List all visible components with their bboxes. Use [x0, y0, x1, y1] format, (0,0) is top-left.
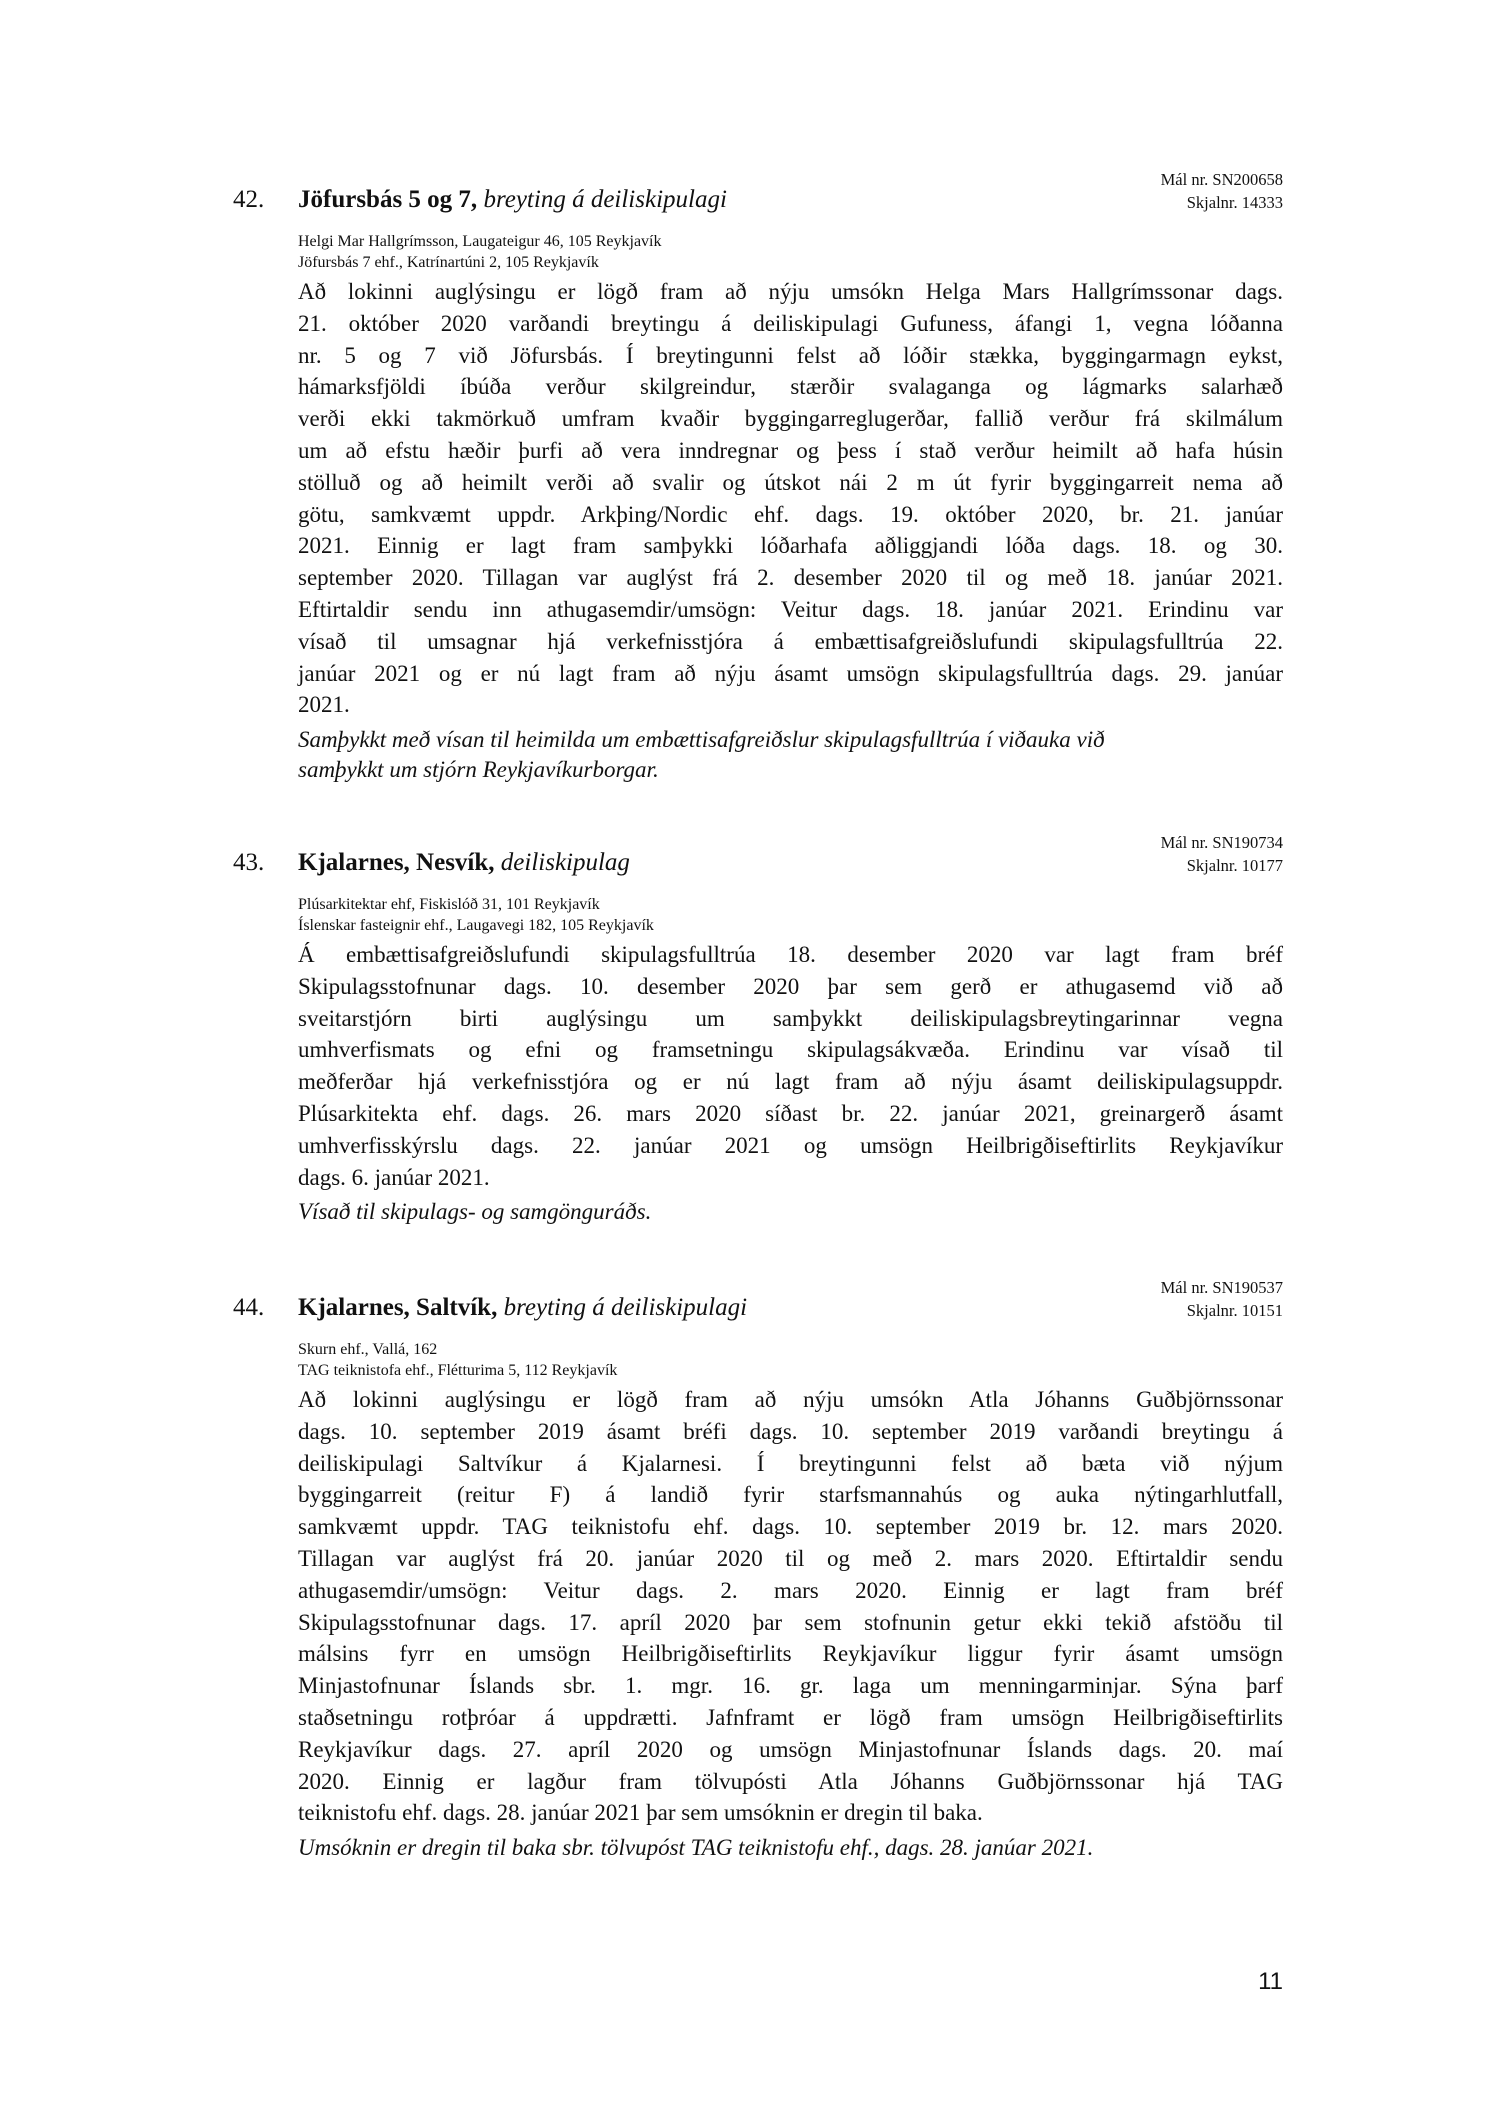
body-line: umhverfismats og efni og framsetningu skipulagsákvæða. Erindinu var vísað til: [298, 1037, 1283, 1063]
body-line: janúar 2021 og er nú lagt fram að nýju ásamt umsögn skipulagsfulltrúa dags. 29. janúar: [298, 660, 1283, 686]
item-number: 43.: [233, 849, 265, 876]
body-line: málsins fyrr en umsögn Heilbrigðiseftirlits Reykjavíkur liggur fyrir ásamt umsögn: [298, 1641, 1283, 1667]
item-header: [233, 1278, 1283, 1339]
agenda-item: [233, 1278, 1283, 1863]
applicant-address: Helgi Mar Hallgrímsson, Laugateigur 46, 105 Reykjavík: [298, 233, 662, 250]
body-line: um að efstu hæðir þurfi að vera inndregnar og þess í stað verður heimilt að hafa húsin: [298, 437, 1283, 463]
item-title-bold: Kjalarnes, Saltvík,: [298, 1294, 498, 1321]
item-title: [298, 185, 727, 215]
item-body: [298, 1384, 1283, 1829]
body-line: athugasemdir/umsögn: Veitur dags. 2. mars 2020. Einnig er lagt fram bréf: [298, 1577, 1283, 1603]
body-line: 2021. Einnig er lagt fram samþykki lóðarhafa aðliggjandi lóða dags. 18. og 30.: [298, 533, 1283, 559]
body-line: Að lokinni auglýsingu er lögð fram að nýju umsókn Atla Jóhanns Guðbjörnssonar: [298, 1387, 1283, 1412]
applicant-address: TAG teiknistofa ehf., Flétturima 5, 112 Reykjavík: [298, 1362, 618, 1379]
applicant-address: Jöfursbás 7 ehf., Katrínartúni 2, 105 Reykjavík: [298, 254, 599, 271]
agenda-item: [233, 833, 1283, 1227]
body-line: teiknistofu ehf. dags. 28. janúar 2021 þar sem umsóknin er dregin til baka.: [298, 1800, 983, 1826]
agenda-item: [233, 170, 1283, 785]
body-line: dags. 6. janúar 2021.: [298, 1164, 490, 1190]
body-line: Plúsarkitekta ehf. dags. 26. mars 2020 síðast br. 22. janúar 2021, greinargerð ásamt: [298, 1100, 1283, 1126]
item-title-bold: Jöfursbás 5 og 7,: [298, 186, 478, 213]
body-line: Á embættisafgreiðslufundi skipulagsfulltrúa 18. desember 2020 var lagt fram bréf: [298, 942, 1283, 967]
case-references: [1161, 168, 1283, 214]
document-number: Skjalnr. 14333: [1186, 193, 1283, 212]
conclusion-line: samþykkt um stjórn Reykjavíkurborgar.: [298, 757, 659, 783]
body-line: Reykjavíkur dags. 27. apríl 2020 og umsögn Minjastofnunar Íslands dags. 20. maí: [298, 1736, 1283, 1762]
body-line: verði ekki takmörkuð umfram kvaðir byggingarreglugerðar, fallið verður frá skilmálum: [298, 406, 1283, 432]
body-line: vísað til umsagnar hjá verkefnisstjóra á embættisafgreiðslufundi skipulagsfulltrúa 22.: [298, 628, 1283, 654]
body-line: umhverfisskýrslu dags. 22. janúar 2021 og umsögn Heilbrigðiseftirlits Reykjavíkur: [298, 1132, 1283, 1158]
document-number: Skjalnr. 10177: [1186, 856, 1283, 875]
body-line: götu, samkvæmt uppdr. Arkþing/Nordic ehf. dags. 19. október 2020, br. 21. janúar: [298, 501, 1283, 527]
case-references: [1161, 1276, 1283, 1322]
body-line: byggingarreit (reitur F) á landið fyrir starfsmannahús og auka nýtingarhlutfall,: [298, 1482, 1283, 1508]
body-line: stölluð og að heimilt verði að svalir og útskot nái 2 m út fyrir byggingarreit nema að: [298, 469, 1283, 495]
item-header: [233, 833, 1283, 894]
item-title: [298, 848, 630, 878]
item-title-bold: Kjalarnes, Nesvík,: [298, 849, 495, 876]
body-line: 21. október 2020 varðandi breytingu á deiliskipulagi Gufuness, áfangi 1, vegna lóðanna: [298, 310, 1283, 336]
item-number: 42.: [233, 186, 265, 213]
body-line: nr. 5 og 7 við Jöfursbás. Í breytingunni felst að lóðir stækka, byggingarmagn eykst,: [298, 342, 1283, 368]
body-line: Tillagan var auglýst frá 20. janúar 2020 til og með 2. mars 2020. Eftirtaldir sendu: [298, 1545, 1283, 1571]
body-line: Eftirtaldir sendu inn athugasemdir/umsögn: Veitur dags. 18. janúar 2021. Erindinu var: [298, 596, 1283, 622]
item-number: 44.: [233, 1294, 265, 1321]
body-line: 2020. Einnig er lagður fram tölvupósti Atla Jóhanns Guðbjörnssonar hjá TAG: [298, 1768, 1283, 1794]
item-conclusion: [298, 1833, 1283, 1863]
body-line: sveitarstjórn birti auglýsingu um samþykkt deiliskipulagsbreytingarinnar vegna: [298, 1005, 1283, 1031]
item-title-italic: deiliskipulag: [500, 849, 630, 876]
applicant-address: Íslenskar fasteignir ehf., Laugavegi 182, 105 Reykjavík: [298, 917, 654, 934]
item-title-italic: breyting á deiliskipulagi: [503, 1294, 748, 1321]
document-number: Skjalnr. 10151: [1186, 1301, 1283, 1320]
body-line: 2021.: [298, 692, 350, 718]
body-line: staðsetningu rotþróar á uppdrætti. Jafnframt er lögð fram umsögn Heilbrigðiseftirlits: [298, 1704, 1283, 1730]
item-conclusion: [298, 1197, 1283, 1227]
body-line: Skipulagsstofnunar dags. 10. desember 2020 þar sem gerð er athugasemd við að: [298, 973, 1283, 999]
body-line: deiliskipulagi Saltvíkur á Kjalarnesi. Í breytingunni felst að bæta við nýjum: [298, 1450, 1283, 1476]
body-line: september 2020. Tillagan var auglýst frá 2. desember 2020 til og með 18. janúar 2021.: [298, 565, 1283, 591]
body-line: dags. 10. september 2019 ásamt bréfi dags. 10. september 2019 varðandi breytingu á: [298, 1418, 1283, 1444]
body-line: samkvæmt uppdr. TAG teiknistofu ehf. dags. 10. september 2019 br. 12. mars 2020.: [298, 1514, 1283, 1540]
conclusion-line: Samþykkt með vísan til heimilda um embættisafgreiðslur skipulagsfulltrúa í viðauka við: [298, 727, 1105, 753]
applicant-address: Plúsarkitektar ehf, Fiskislóð 31, 101 Reykjavík: [298, 896, 600, 913]
body-line: hámarksfjöldi íbúða verður skilgreindur, stærðir svalaganga og lágmarks salarhæð: [298, 374, 1283, 400]
page-number: 11: [1258, 1968, 1283, 1995]
item-conclusion: [298, 725, 1283, 785]
item-body: [298, 939, 1283, 1193]
item-header: [233, 170, 1283, 231]
item-title-italic: breyting á deiliskipulagi: [483, 186, 727, 213]
conclusion-line: Vísað til skipulags- og samgönguráðs.: [298, 1199, 652, 1225]
applicant-address: Skurn ehf., Vallá, 162: [298, 1341, 438, 1358]
case-references: [1161, 831, 1283, 877]
case-number: Mál nr. SN190734: [1160, 833, 1283, 852]
body-line: Minjastofnunar Íslands sbr. 1. mgr. 16. gr. laga um menningarminjar. Sýna þarf: [298, 1673, 1283, 1699]
item-title: [298, 1293, 747, 1323]
body-line: Skipulagsstofnunar dags. 17. apríl 2020 þar sem stofnunin getur ekki tekið afstöðu til: [298, 1609, 1283, 1635]
case-number: Mál nr. SN190537: [1160, 1278, 1283, 1297]
case-number: Mál nr. SN200658: [1160, 170, 1283, 189]
body-line: meðferðar hjá verkefnisstjóra og er nú lagt fram að nýju ásamt deiliskipulagsuppdr.: [298, 1069, 1283, 1095]
body-line: Að lokinni auglýsingu er lögð fram að nýju umsókn Helga Mars Hallgrímssonar dags.: [298, 279, 1283, 304]
item-body: [298, 276, 1283, 721]
conclusion-line: Umsóknin er dregin til baka sbr. tölvupóst TAG teiknistofu ehf., dags. 28. janúar 2021.: [298, 1835, 1094, 1861]
